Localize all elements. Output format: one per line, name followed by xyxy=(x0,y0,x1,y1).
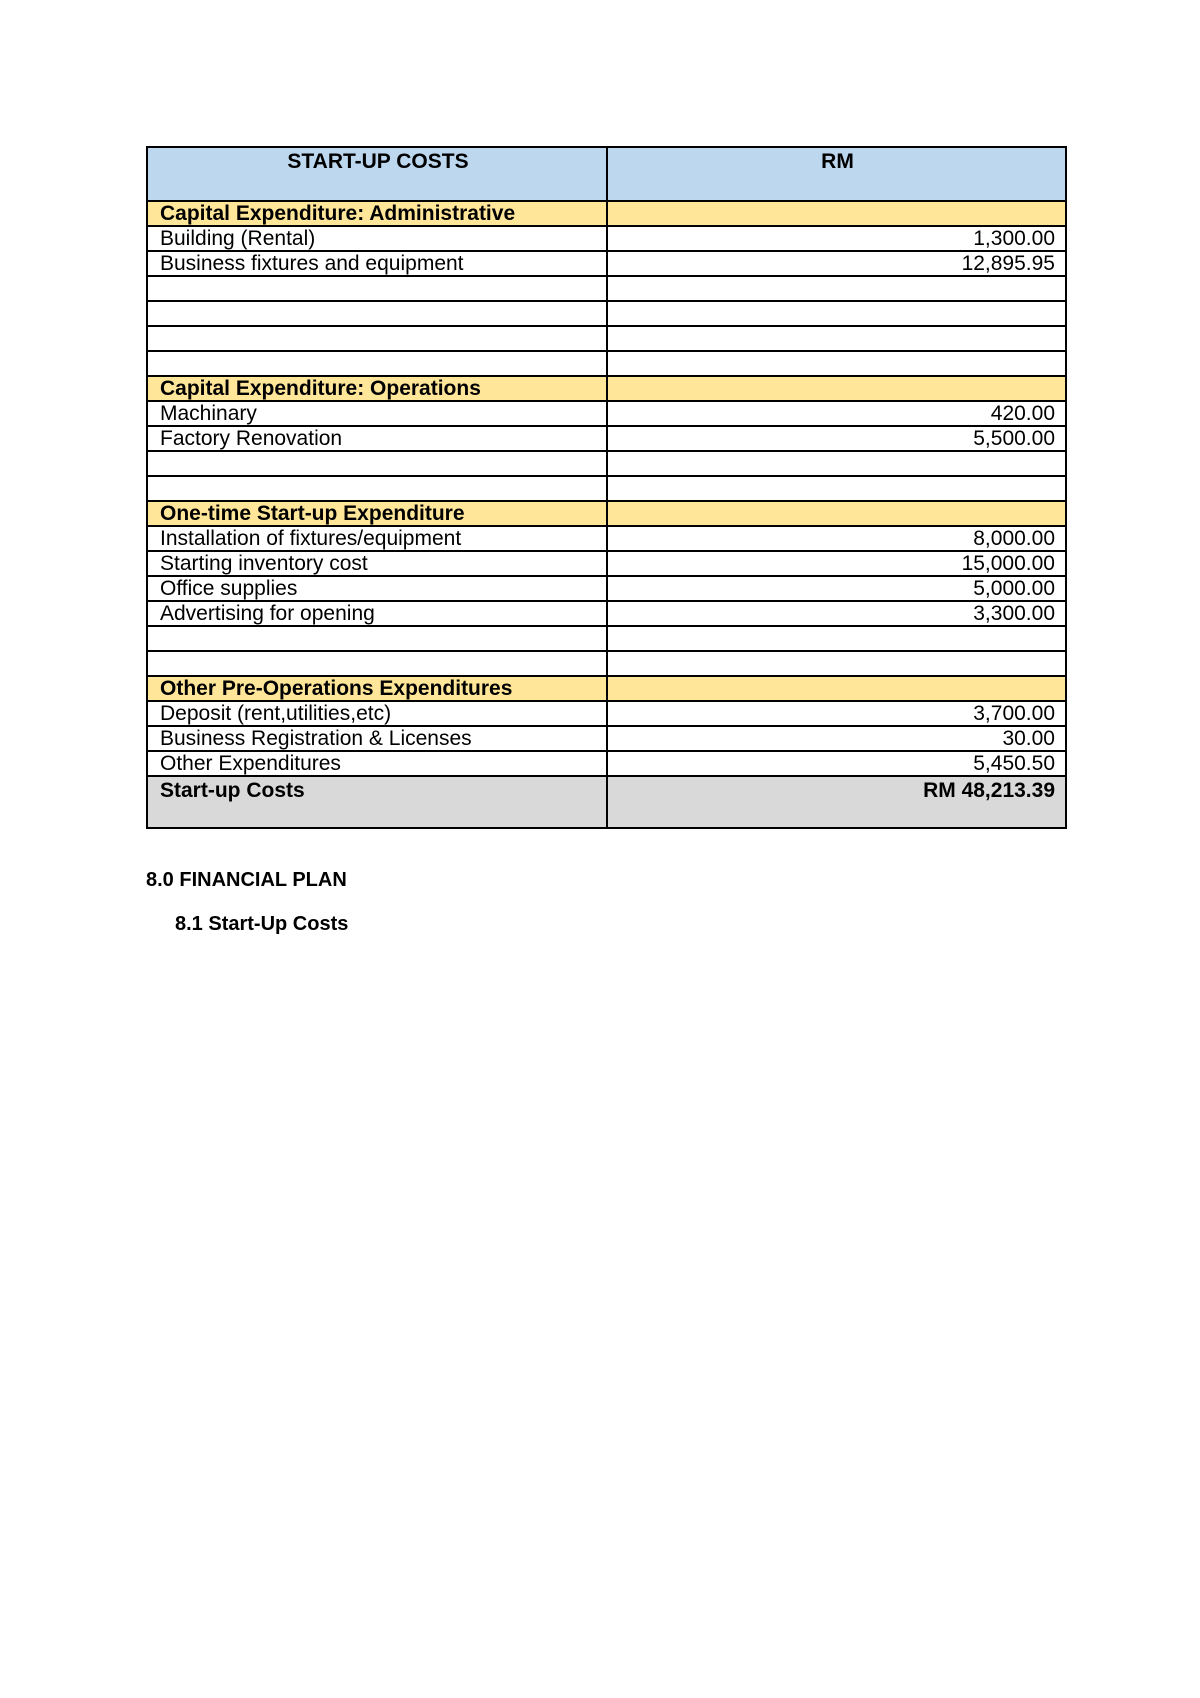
table-row xyxy=(147,276,1066,301)
amount-cell xyxy=(607,651,1066,676)
amount-cell: 3,700.00 xyxy=(607,701,1066,726)
table-row xyxy=(147,451,1066,476)
table-row xyxy=(147,476,1066,501)
item-cell: Starting inventory cost xyxy=(147,551,607,576)
table-row xyxy=(147,326,1066,351)
table-row xyxy=(147,251,1066,276)
table-row xyxy=(147,576,1066,601)
total-label: Start-up Costs xyxy=(147,776,607,828)
section-title: Other Pre-Operations Expenditures xyxy=(147,676,607,701)
table-row xyxy=(147,401,1066,426)
table-row xyxy=(147,551,1066,576)
section-row xyxy=(147,201,1066,226)
item-cell xyxy=(147,451,607,476)
amount-cell xyxy=(607,326,1066,351)
total-amount: RM 48,213.39 xyxy=(607,776,1066,828)
item-cell: Business fixtures and equipment xyxy=(147,251,607,276)
table-row xyxy=(147,426,1066,451)
table-row xyxy=(147,351,1066,376)
item-cell xyxy=(147,626,607,651)
item-cell: Office supplies xyxy=(147,576,607,601)
amount-cell xyxy=(607,626,1066,651)
item-cell: Other Expenditures xyxy=(147,751,607,776)
startup-costs-table xyxy=(146,146,1067,829)
section-amount-cell xyxy=(607,676,1066,701)
amount-cell: 12,895.95 xyxy=(607,251,1066,276)
section-amount-cell xyxy=(607,501,1066,526)
amount-cell: 8,000.00 xyxy=(607,526,1066,551)
table-row xyxy=(147,301,1066,326)
table-row xyxy=(147,651,1066,676)
section-title: Capital Expenditure: Operations xyxy=(147,376,607,401)
amount-cell xyxy=(607,276,1066,301)
table-row xyxy=(147,701,1066,726)
item-cell: Business Registration & Licenses xyxy=(147,726,607,751)
total-row xyxy=(147,776,1066,828)
table-row xyxy=(147,751,1066,776)
subsection-heading: 8.1 Start-Up Costs xyxy=(175,913,349,935)
section-amount-cell xyxy=(607,376,1066,401)
item-cell xyxy=(147,326,607,351)
table-row xyxy=(147,726,1066,751)
amount-cell: 3,300.00 xyxy=(607,601,1066,626)
section-title: One-time Start-up Expenditure xyxy=(147,501,607,526)
item-cell: Building (Rental) xyxy=(147,226,607,251)
section-row xyxy=(147,376,1066,401)
section-amount-cell xyxy=(607,201,1066,226)
amount-cell xyxy=(607,451,1066,476)
section-title: Capital Expenditure: Administrative xyxy=(147,201,607,226)
table-row xyxy=(147,601,1066,626)
amount-cell: 5,500.00 xyxy=(607,426,1066,451)
header-startup-costs: START-UP COSTS xyxy=(147,147,607,201)
item-cell: Factory Renovation xyxy=(147,426,607,451)
section-row xyxy=(147,501,1066,526)
item-cell xyxy=(147,276,607,301)
item-cell: Installation of fixtures/equipment xyxy=(147,526,607,551)
table-row xyxy=(147,526,1066,551)
item-cell xyxy=(147,476,607,501)
amount-cell xyxy=(607,351,1066,376)
item-cell: Machinary xyxy=(147,401,607,426)
section-row xyxy=(147,676,1066,701)
item-cell xyxy=(147,301,607,326)
amount-cell: 1,300.00 xyxy=(607,226,1066,251)
header-rm: RM xyxy=(607,147,1066,201)
item-cell: Deposit (rent,utilities,etc) xyxy=(147,701,607,726)
table-row xyxy=(147,626,1066,651)
item-cell: Advertising for opening xyxy=(147,601,607,626)
amount-cell: 30.00 xyxy=(607,726,1066,751)
section-heading: 8.0 FINANCIAL PLAN xyxy=(146,869,347,891)
table-row xyxy=(147,226,1066,251)
amount-cell: 5,000.00 xyxy=(607,576,1066,601)
item-cell xyxy=(147,651,607,676)
amount-cell xyxy=(607,476,1066,501)
amount-cell: 420.00 xyxy=(607,401,1066,426)
amount-cell: 5,450.50 xyxy=(607,751,1066,776)
amount-cell: 15,000.00 xyxy=(607,551,1066,576)
item-cell xyxy=(147,351,607,376)
amount-cell xyxy=(607,301,1066,326)
table-header-row xyxy=(147,147,1066,201)
table-body xyxy=(147,201,1066,776)
